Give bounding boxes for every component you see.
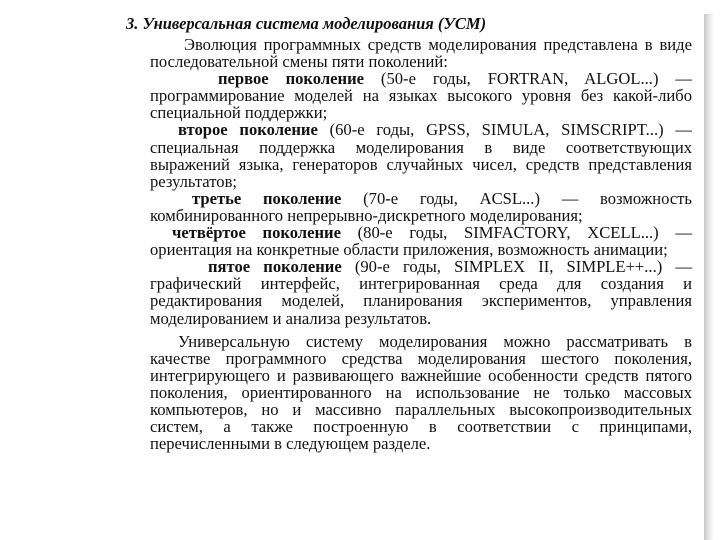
generation-text: (70-е годы, ACSL...) — возможность комбинированного непрерывно-дискретного моделирования; bbox=[150, 188, 692, 225]
section-body bbox=[150, 36, 692, 452]
generation-name: первое поколение bbox=[218, 69, 365, 89]
generation-item-2 bbox=[150, 121, 692, 189]
generation-text: (50-е годы, FORTRAN, ALGOL...) — программирование моделей на языках высокого уровня без какой-либо специальной поддержки; bbox=[150, 69, 692, 123]
generation-item-4 bbox=[150, 224, 692, 258]
page-shadow bbox=[704, 14, 714, 540]
generation-item-3 bbox=[150, 190, 692, 224]
generation-text: (80-е годы, SIMFACTORY, XCELL...) — ориентация на конкретные области приложения, возможность анимации; bbox=[150, 223, 692, 260]
generation-text: (90-е годы, SIMPLEX II, SIMPLE++...) — графический интерфейс, интегрированная среда для создания и редактирования моделей, планирования экспериментов, управления моделированием и анализа результатов. bbox=[150, 257, 692, 328]
generation-item-1 bbox=[150, 70, 692, 121]
generation-text: (60-е годы, GPSS, SIMULA, SIMSCRIPT...) — специальная поддержка моделирования в виде соответствующих выражений языка, генераторов случайных чисел, средств представления результатов; bbox=[150, 120, 692, 191]
generation-name: пятое поколение bbox=[208, 257, 342, 277]
generation-name: второе поколение bbox=[178, 120, 318, 140]
conclusion-paragraph: Универсальную систему моделирования можно рассматривать в качестве программного средства моделирования шестого поколения, интегрирующего и развивающего важнейшие особенности средств пятого поколения, ориентированного на использование не только массовых компьютеров, но и массивно параллельных высокопроизводительных систем, а также построенную в соответствии с принципами, перечисленными в следующем разделе. bbox=[150, 331, 692, 454]
section-title: 3. Универсальная система моделирования (УСМ) bbox=[126, 14, 487, 33]
generation-item-5 bbox=[150, 258, 692, 326]
generation-name: четвёртое поколение bbox=[172, 223, 341, 243]
generation-name: третье поколение bbox=[192, 188, 342, 208]
intro-paragraph: Эволюция программных средств моделирования представлена в виде последовательной смены пяти поколений: bbox=[150, 35, 692, 72]
